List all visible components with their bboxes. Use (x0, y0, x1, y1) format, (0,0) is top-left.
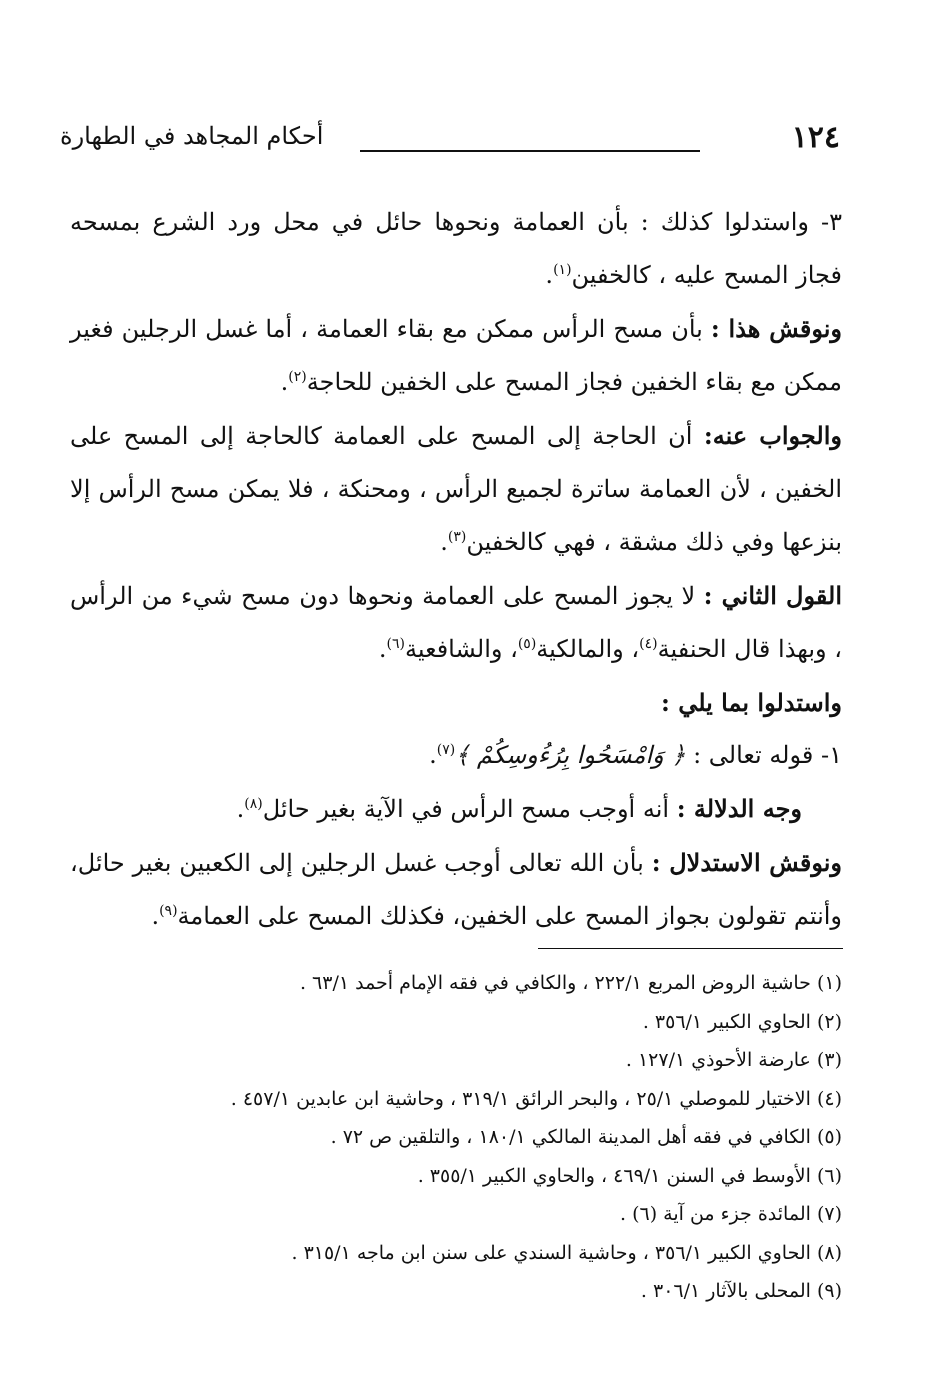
paragraph-label: القول الثاني : (703, 581, 842, 610)
paragraph-text: ، والمالكية (536, 635, 640, 663)
paragraph-evidence-1: ١- قوله تعالى : ﴿ وَامْسَحُوا بِرُءُوسِكُمْ ﴾$^{(٧)}$. (429, 741, 842, 769)
footnote-item: (٩) المحلى بالآثار ٣٠٦/١ . (640, 1280, 842, 1302)
paragraph-label: والجواب عنه: (703, 421, 842, 450)
footnote-item: (٤) الاختيار للموصلي ٢٥/١ ، والبحر الرائق ٣١٩/١ ، وحاشية ابن عابدين ٤٥٧/١ . (230, 1087, 842, 1110)
paragraph-label: وجه الدلالة : (676, 794, 802, 823)
paragraph-text: ١- قوله تعالى : (685, 741, 842, 769)
running-title: أحكام المجاهد في الطهارة (60, 122, 324, 150)
paragraph-inference: وجه الدلالة : أنه أوجب مسح الرأس في الآية بغير حائل$^{(٨)}$. (236, 794, 802, 823)
footnote-ref: (٤) (639, 636, 658, 652)
paragraph-text: لا يجوز المسح على العمامة ونحوها دون مسح شيء من الرأس ، وبهذا قال الحنفية (70, 582, 842, 663)
footnote-ref: (٢) (288, 369, 307, 385)
paragraph-argument-3: ٣- واستدلوا كذلك : بأن العمامة ونحوها حائل في محل ورد الشرع بمسحه فجاز المسح عليه ، كالخفين$^{(١)}$. (70, 208, 842, 289)
footnote-item: (٥) الكافي في فقه أهل المدينة المالكي ١٨٠/١ ، والتلقين ص ٧٢ . (330, 1126, 842, 1148)
paragraph-text: أنه أوجب مسح الرأس في الآية بغير حائل (262, 795, 677, 823)
body-text (70, 196, 842, 943)
footnotes (100, 964, 842, 1311)
paragraph-text: أن الحاجة إلى المسح على العمامة كالحاجة إلى المسح على الخفين ، لأن العمامة ساترة لجميع الرأس ، ومحنكة ، فلا يمكن مسح الرأس إلا بنزعها وفي ذلك مشقة ، فهي كالخفين (70, 422, 842, 556)
footnote-ref: (٦) (386, 636, 405, 652)
paragraph-text: ٣- واستدلوا كذلك : بأن العمامة ونحوها حائل في محل ورد الشرع بمسحه فجاز المسح عليه ، كالخفين (70, 208, 842, 289)
page-header (60, 120, 840, 170)
footnote-item: (٨) الحاوي الكبير ٣٥٦/١ ، وحاشية السندي على سنن ابن ماجه ٣١٥/١ . (291, 1241, 842, 1264)
header-rule (360, 150, 700, 152)
paragraph-text: بأن الله تعالى أوجب غسل الرجلين إلى الكعبين بغير حائل، وأنتم تقولون بجواز المسح على الخفين، فكذلك المسح على العمامة (70, 849, 842, 930)
footnote-item: (٢) الحاوي الكبير ٣٥٦/١ . (642, 1010, 842, 1033)
page-number: ١٢٤ (791, 120, 840, 155)
footnote-ref: (٩) (159, 903, 178, 919)
footnote-ref: (١) (553, 262, 572, 278)
footnote-ref: (٣) (447, 529, 467, 545)
paragraph-label: ونوقش الاستدلال : (651, 848, 842, 877)
paragraph-label: ونوقش هذا : (710, 314, 842, 343)
paragraph-second-opinion: القول الثاني : لا يجوز المسح على العمامة ونحوها دون مسح شيء من الرأس ، وبهذا قال الحنفية$^{(٤)}$، والمالكية$^{(٥)}$، والشافعية$^{(٦)}$. (70, 581, 842, 663)
footnote-ref: (٧) (436, 742, 456, 758)
paragraph-text: ، والشافعية (405, 635, 518, 663)
paragraph-objection: ونوقش هذا : بأن مسح الرأس ممكن مع بقاء العمامة ، أما غسل الرجلين فغير ممكن مع بقاء الخفين فجاز المسح على الخفين للحاجة$^{(٢)}$. (70, 314, 842, 396)
paragraph-evidence-intro: واستدلوا بما يلي : (660, 688, 842, 717)
quran-verse: ﴿ وَامْسَحُوا بِرُءُوسِكُمْ ﴾ (455, 741, 686, 769)
paragraph-text: بأن مسح الرأس ممكن مع بقاء العمامة ، أما غسل الرجلين فغير ممكن مع بقاء الخفين فجاز المسح على الخفين للحاجة (70, 315, 842, 396)
footnote-item: (١) حاشية الروض المربع ٢٢٢/١ ، والكافي في فقه الإمام أحمد ٦٣/١ . (299, 972, 842, 994)
footnote-item: (٣) عارضة الأحوذي ١٢٧/١ . (625, 1049, 842, 1071)
paragraph-objection-2: ونوقش الاستدلال : بأن الله تعالى أوجب غسل الرجلين إلى الكعبين بغير حائل، وأنتم تقولون بجواز المسح على الخفين، فكذلك المسح على العمامة$^{(٩)}$. (70, 848, 842, 930)
paragraph-response: والجواب عنه: أن الحاجة إلى المسح على العمامة كالحاجة إلى المسح على الخفين ، لأن العمامة ساترة لجميع الرأس ، ومحنكة ، فلا يمكن مسح الرأس إلا بنزعها وفي ذلك مشقة ، فهي كالخفين$^{(٣)}$. (70, 421, 842, 556)
footnote-ref: (٥) (517, 636, 537, 652)
footnote-item: (٦) الأوسط في السنن ٤٦٩/١ ، والحاوي الكبير ٣٥٥/١ . (417, 1164, 842, 1187)
footnote-separator (538, 948, 843, 949)
footnote-item: (٧) المائدة جزء من آية (٦) . (620, 1203, 842, 1225)
footnote-ref: (٨) (244, 796, 263, 812)
